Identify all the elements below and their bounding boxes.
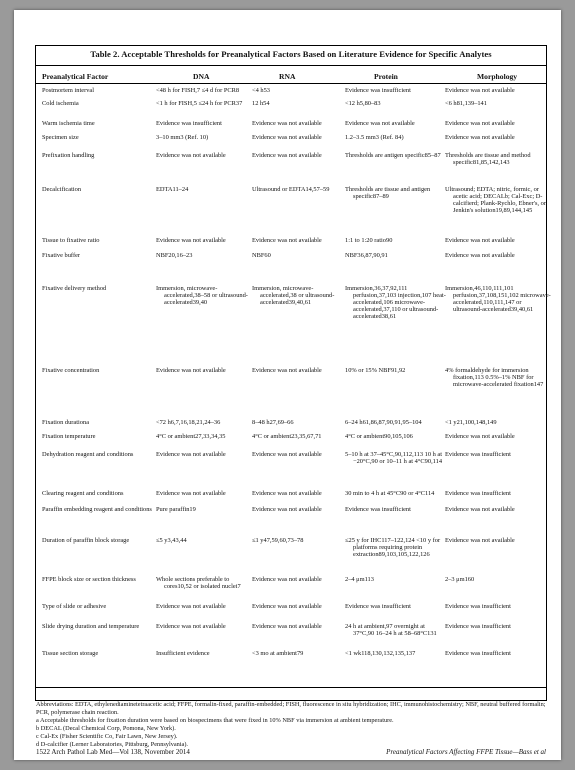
cell-dna: Evidence was not available xyxy=(156,236,226,244)
cell-protein: <1 wk118,130,132,135,137 xyxy=(345,650,416,658)
cell-protein: 4°C or ambient90,105,106 xyxy=(345,433,413,441)
header-morphology: Morphology xyxy=(477,72,518,81)
footer-running-title: Preanalytical Factors Affecting FFPE Tissue—Bass et al xyxy=(386,748,546,756)
cell-dna: Evidence was not available xyxy=(156,603,226,611)
cell-factor: FFPE block size or section thickness xyxy=(42,576,136,584)
cell-dna: Pure paraffin19 xyxy=(156,505,196,513)
table-caption: Table 2. Acceptable Thresholds for Preanalytical Factors Based on Literature Evidence for Specific Analytes xyxy=(90,49,492,59)
cell-protein: ≤25 y for IHC117–122,124 <10 y for platforms requiring protein extraction89,103,105,122,126 xyxy=(345,537,441,559)
cell-factor: Fixative concentration xyxy=(42,366,100,374)
cell-protein: 24 h at ambient,97 overnight at 37°C,90 16–24 h at 58–68°C131 xyxy=(345,622,437,637)
cell-protein: Evidence was insufficient xyxy=(345,505,411,513)
header-dna: DNA xyxy=(193,72,210,81)
cell-protein: Evidence was not available xyxy=(345,119,415,127)
cell-rna: 12 h54 xyxy=(252,100,270,108)
cell-rna: 8–48 h27,69–66 xyxy=(252,418,294,426)
cell-dna: Evidence was not available xyxy=(156,152,226,160)
cell-morphology: Evidence was not available xyxy=(445,87,515,95)
cell-dna: ≤5 y3,43,44 xyxy=(156,537,187,545)
table-bottom-rule xyxy=(36,687,546,688)
cell-factor: Postmortem interval xyxy=(42,87,95,95)
cell-rna: NBF60 xyxy=(252,252,271,260)
cell-factor: Fixative delivery method xyxy=(42,284,107,292)
cell-rna: ≤1 y47,59,60,73–78 xyxy=(252,537,304,545)
cell-factor: Dehydration reagent and conditions xyxy=(42,451,134,459)
cell-morphology: Evidence was insufficient xyxy=(445,650,511,658)
note-abbreviations: Abbreviations: EDTA, ethylenediaminetetraacetic acid; FFPE, formalin-fixed, paraffin-embedded; FISH, fluorescence in situ hybridization; IHC, immunohistochemistry; NBF, neutral buffered formalin; PCR, polymerase chain reaction. xyxy=(36,701,546,716)
cell-rna: Evidence was not available xyxy=(252,451,322,459)
header-rna: RNA xyxy=(279,72,296,81)
cell-morphology: Evidence was insufficient xyxy=(445,451,511,459)
cell-protein: NBF36,87,90,91 xyxy=(345,252,388,260)
cell-morphology: Ultrasound; EDTA; nitric, formic, or acetic acid; DECALb; Cal-Exc; D-calcifierd; Plank-Rychlo, Ebner's, or Jenkin's solution19,89,144,145 xyxy=(445,186,546,215)
cell-dna: Evidence was not available xyxy=(156,490,226,498)
cell-protein: 30 min to 4 h at 45°C90 or 4°C114 xyxy=(345,490,435,498)
cell-dna: Immersion, microwave-accelerated,38–58 or ultrasound-accelerated39,40 xyxy=(156,284,248,307)
cell-rna: Ultrasound or EDTA14,57–59 xyxy=(252,186,330,194)
cell-protein: 6–24 h61,86,87,90,91,95–104 xyxy=(345,418,422,426)
cell-rna: Evidence was not available xyxy=(252,134,322,142)
cell-rna: Evidence was not available xyxy=(252,576,322,584)
header-rule xyxy=(36,83,546,84)
cell-dna: NBF20,16–23 xyxy=(156,252,193,260)
cell-rna: <4 h53 xyxy=(252,87,270,95)
cell-factor: Cold ischemia xyxy=(42,100,79,108)
note-d: d D-calcifier (Lerner Laboratories, Pittsburg, Pennsylvania). xyxy=(36,740,189,748)
cell-dna: 3–10 mm3 (Ref. 10) xyxy=(156,134,209,142)
cell-factor: Tissue to fixative ratio xyxy=(42,236,100,244)
cell-morphology: 4% formaldehyde for immersion fixation,113 0.5%–1% NBF for microwave-accelerated fixation147 xyxy=(445,366,544,388)
document-page xyxy=(14,10,561,760)
cell-factor: Clearing reagent and conditions xyxy=(42,490,124,498)
cell-protein: Evidence was insufficient xyxy=(345,87,411,95)
cell-dna: Whole sections preferable to cores10,52 or isolated nuclei7 xyxy=(156,576,241,591)
cell-rna: Evidence was not available xyxy=(252,490,322,498)
cell-protein: 10% or 15% NBF91,92 xyxy=(345,366,406,374)
note-b: b DECAL (Decal Chemical Corp, Pomona, New York). xyxy=(36,724,176,732)
cell-factor: Paraffin embedding reagent and conditions xyxy=(42,505,152,513)
cell-dna: EDTA11–24 xyxy=(156,186,189,194)
cell-protein: <12 h5,80–83 xyxy=(345,100,381,108)
cell-morphology: Evidence was not available xyxy=(445,134,515,142)
cell-morphology: <6 h81,139–141 xyxy=(445,100,487,108)
cell-morphology: Thresholds are tissue and method specific81,85,142,143 xyxy=(445,152,531,167)
cell-rna: Evidence was not available xyxy=(252,119,322,127)
cell-morphology: Immersion,46,110,111,101 perfusion,37,108,151,102 microwave-accelerated,110,111,147 or ultrasound-accelerated39,40,61 xyxy=(445,284,551,314)
cell-morphology: Evidence was not available xyxy=(445,433,515,441)
cell-rna: Evidence was not available xyxy=(252,152,322,160)
cell-morphology: Evidence was not available xyxy=(445,537,515,545)
note-a: a Acceptable thresholds for fixation duration were based on biospecimens that were fixed in 10% NBF via immersion at ambient temperature. xyxy=(36,716,394,724)
cell-factor: Fixation durationa xyxy=(42,418,90,426)
cell-morphology: Evidence was not available xyxy=(445,505,515,513)
cell-protein: Thresholds are antigen specific85–87 xyxy=(345,152,441,160)
cell-dna: Evidence was not available xyxy=(156,366,226,374)
cell-rna: Evidence was not available xyxy=(252,366,322,374)
cell-factor: Duration of paraffin block storage xyxy=(42,537,130,545)
cell-factor: Fixative buffer xyxy=(42,252,81,260)
cell-morphology: Evidence was not available xyxy=(445,252,515,260)
cell-dna: Evidence was not available xyxy=(156,451,226,459)
cell-factor: Warm ischemia time xyxy=(42,119,95,127)
cell-rna: Immersion, microwave-accelerated,38 or ultrasound-accelerated39,40,61 xyxy=(252,284,335,307)
header-factor: Preanalytical Factor xyxy=(42,72,109,81)
cell-factor: Slide drying duration and temperature xyxy=(42,622,140,630)
cell-dna: <1 h for FISH,5 ≤24 h for PCR37 xyxy=(156,100,243,108)
cell-morphology: <1 y21,100,148,149 xyxy=(445,418,497,426)
cell-factor: Tissue section storage xyxy=(42,650,99,658)
cell-protein: Thresholds are tissue and antigen specific87–89 xyxy=(345,186,431,201)
header-protein: Protein xyxy=(374,72,398,81)
cell-factor: Prefixation handling xyxy=(42,152,95,160)
cell-factor: Type of slide or adhesive xyxy=(42,603,107,611)
cell-protein: 1:1 to 1:20 ratio90 xyxy=(345,236,393,244)
cell-dna: Insufficient evidence xyxy=(156,650,210,658)
cell-morphology: 2–3 μm160 xyxy=(445,576,475,584)
cell-rna: Evidence was not available xyxy=(252,622,322,630)
note-c: c Cal-Ex (Fisher Scientific Co, Fair Lawn, New Jersey). xyxy=(36,732,178,740)
cell-protein: Evidence was insufficient xyxy=(345,603,411,611)
caption-rule xyxy=(36,65,546,66)
cell-factor: Fixation temperature xyxy=(42,433,96,441)
cell-rna: Evidence was not available xyxy=(252,603,322,611)
table-frame xyxy=(35,45,551,701)
cell-protein: Immersion,36,37,92,111 perfusion,37,103 injection,107 heat-accelerated,106 microwave-accelerated,37,110 or ultrasound-accelerated38,61 xyxy=(345,284,446,321)
cell-rna: 4°C or ambient23,35,67,71 xyxy=(252,433,322,441)
cell-dna: <48 h for FISH,7 ≤4 d for PCR8 xyxy=(156,87,240,95)
cell-morphology: Evidence was not available xyxy=(445,119,515,127)
cell-dna: 4°C or ambient27,33,34,35 xyxy=(156,433,226,441)
cell-rna: Evidence was not available xyxy=(252,236,322,244)
cell-morphology: Evidence was insufficient xyxy=(445,490,511,498)
cell-rna: Evidence was not available xyxy=(252,505,322,513)
footer-citation: 1522 Arch Pathol Lab Med—Vol 138, November 2014 xyxy=(36,748,190,756)
cell-protein: 2–4 μm113 xyxy=(345,576,374,584)
table-notes xyxy=(36,701,548,748)
cell-dna: <72 h6,7,16,18,21,24–36 xyxy=(156,418,221,426)
cell-dna: Evidence was not available xyxy=(156,622,226,630)
cell-morphology: Evidence was insufficient xyxy=(445,603,511,611)
cell-protein: 1.2–3.5 mm3 (Ref. 84) xyxy=(345,134,404,142)
cell-factor: Specimen size xyxy=(42,134,79,142)
cell-factor: Decalcification xyxy=(42,186,82,194)
cell-morphology: Evidence was insufficient xyxy=(445,622,511,630)
cell-protein: 5–10 h at 37–45°C,90,112,113 10 h at −20°C,90 or 10–11 h at 4°C90,114 xyxy=(345,451,443,466)
cell-rna: <3 mo at ambient79 xyxy=(252,650,304,658)
cell-dna: Evidence was insufficient xyxy=(156,119,222,127)
cell-morphology: Evidence was not available xyxy=(445,236,515,244)
